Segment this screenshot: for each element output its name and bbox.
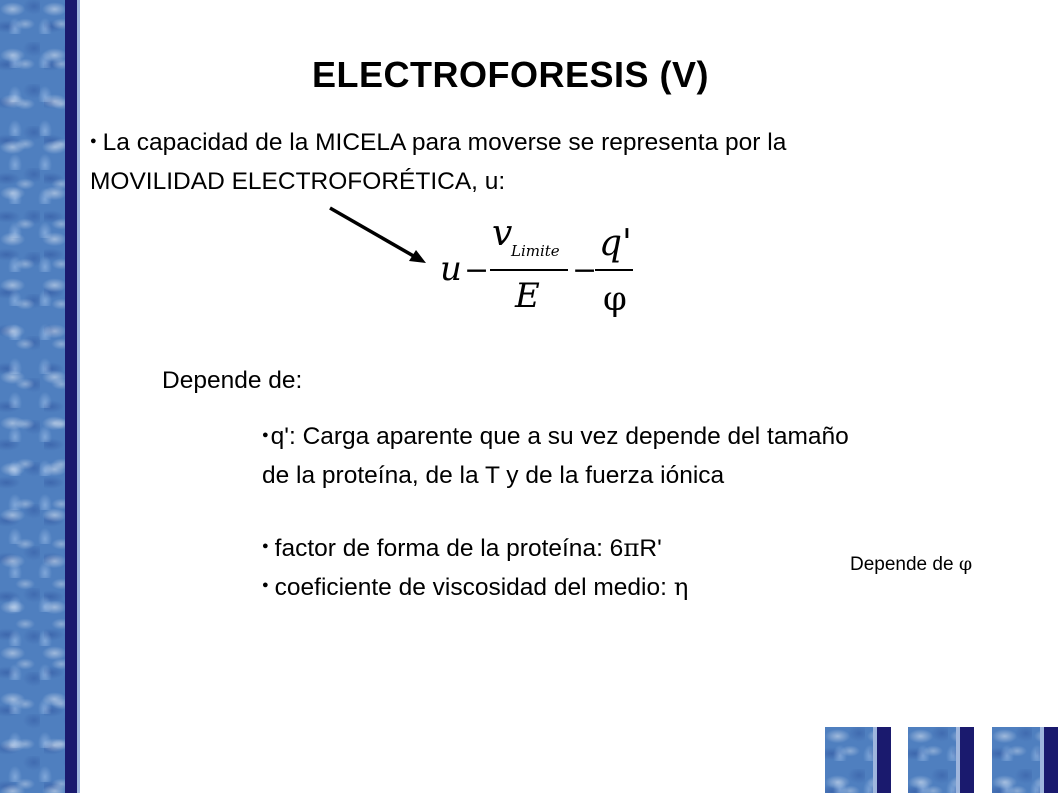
intro-line-2: MOVILIDAD ELECTROFORÉTICA, u:	[90, 167, 506, 195]
pi-symbol: π	[623, 533, 640, 562]
left-water-band	[0, 0, 65, 793]
formula-v-subscript: Limite	[511, 242, 560, 260]
list-item	[262, 568, 688, 607]
depende-phi-note	[850, 553, 972, 576]
q-line-2: de la proteína, de la T y de la fuerza iónica	[262, 461, 725, 489]
left-dark-stripe	[65, 0, 77, 793]
corner-tile-1	[825, 727, 891, 793]
bullet-dot: ●	[262, 428, 269, 441]
corner-tile-2	[908, 727, 974, 793]
formula-q: q'	[599, 223, 632, 264]
formula-v: v	[492, 213, 513, 254]
bullet-dot: ●	[90, 134, 97, 147]
factor-list	[262, 529, 688, 607]
formula-minus-2: −	[572, 253, 598, 288]
formula-lhs: u	[440, 249, 462, 289]
list-item	[262, 529, 688, 568]
intro-paragraph	[90, 124, 1020, 201]
bullet-dot: ●	[262, 579, 269, 592]
bullet-dot: ●	[262, 540, 269, 553]
factor-text: factor de forma de la proteína: 6	[274, 535, 624, 562]
corner-tile-3	[992, 727, 1058, 793]
factor-tail: R'	[639, 535, 662, 562]
formula-phi: φ	[603, 279, 627, 319]
depende-phi-text: Depende de	[850, 554, 959, 575]
intro-line-1: La capacidad de la MICELA para moverse se representa por la	[102, 129, 787, 156]
visc-text: coeficiente de viscosidad del medio:	[274, 574, 674, 602]
q-charge-item	[262, 418, 849, 495]
left-light-stripe	[77, 0, 80, 793]
formula-arrow-line	[330, 208, 417, 258]
depende-de-label: Depende de:	[162, 367, 303, 394]
q-line-1: q': Carga aparente que a su vez depende del tamaño	[270, 423, 849, 450]
formula-minus-1: −	[464, 253, 490, 288]
mobility-formula	[325, 200, 645, 330]
eta-symbol: η	[673, 572, 689, 602]
slide-title: ELECTROFORESIS (V)	[312, 54, 710, 95]
phi-symbol: φ	[958, 553, 973, 575]
formula-E: E	[515, 276, 540, 316]
